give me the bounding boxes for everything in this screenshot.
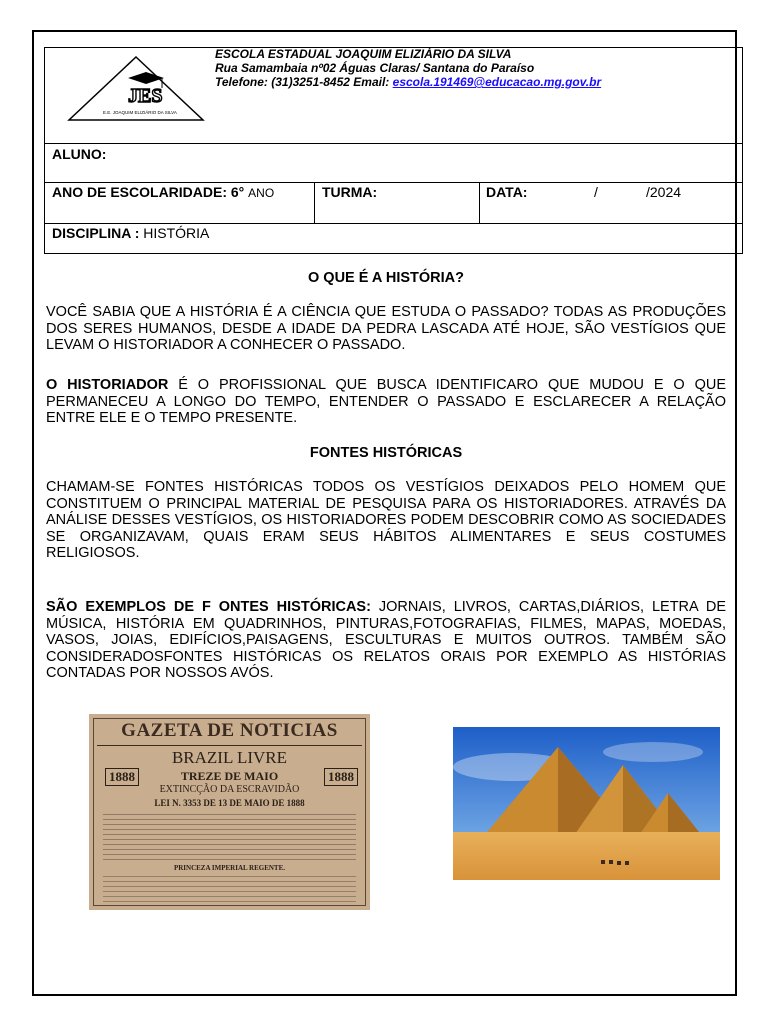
title-fontes: FONTES HISTÓRICAS [309, 445, 463, 461]
paragraph-1: VOCÊ SABIA QUE A HISTÓRIA É A CIÊNCIA QUE ESTUDA O PASSADO? TODAS AS PRODUÇÕES DOS SERES HUMANOS, DESDE A IDADE DA PEDRA LASCADA ATÉ HOJE, SÃO VESTÍGIOS QUE LEVAM O HISTORIADOR A CONHECER O PASSADO. [46, 304, 726, 353]
paragraph-2 [46, 377, 726, 427]
newspaper-princess: PRINCEZA IMPERIAL REGENTE. [173, 864, 286, 872]
pyramids-image [453, 727, 720, 880]
newspaper-image [89, 714, 370, 910]
disciplina-label-text: DISCIPLINA : [52, 225, 140, 241]
logo-text: JES [128, 85, 163, 107]
paragraph-2-text: É O PROFISSIONAL QUE BUSCA IDENTIFICARO QUE MUDOU E O QUE PERMANECEU A LONGO DO TEMPO, ENTENDER O PASSADO E ESCLARECER A RELAÇÃO ENTRE ELE E O TEMPO PRESENTE. [46, 377, 726, 426]
disciplina-value: HISTÓRIA [143, 225, 210, 241]
paragraph-4-bold: SÃO EXEMPLOS DE F ONTES HISTÓRICAS: [46, 599, 371, 615]
newspaper-law: LEI N. 3353 DE 13 DE MAIO DE 1888 [154, 798, 305, 808]
newspaper-year-left: 1888 [105, 768, 139, 786]
school-name: ESCOLA ESTADUAL JOAQUIM ELIZIÁRIO DA SILVA [215, 47, 512, 61]
phone-text: Telefone: (31)3251-8452 Email: [215, 75, 393, 89]
title-what-is-history: O QUE É A HISTÓRIA? [307, 270, 465, 286]
newspaper-year-right: 1888 [324, 768, 358, 786]
school-contact [215, 75, 601, 89]
data-separator: / [594, 184, 598, 200]
ano-label-text: ANO DE ESCOLARIDADE: 6° [52, 184, 245, 200]
school-address: Rua Samambaia nº02 Águas Claras/ Santana do Paraíso [215, 61, 535, 75]
ano-suffix: ANO [248, 186, 275, 200]
paragraph-3: CHAMAM-SE FONTES HISTÓRICAS TODOS OS VESTÍGIOS DEIXADOS PELO HOMEM QUE CONSTITUEM O PRINCIPAL MATERIAL DE PESQUISA PARA OS HISTORIADORES. ATRAVÉS DA ANÁLISE DESSES VESTÍGIOS, OS HISTORIADORES PODEM DESCOBRIR COMO AS SOCIEDADES SE ORGANIZAVAM, QUAIS ERAM SEUS HÁBITOS ALIMENTARES E SEUS COSTUMES RELIGIOSOS. [46, 479, 726, 561]
turma-label: TURMA: [322, 184, 378, 200]
newspaper-headline: BRAZIL LIVRE [171, 748, 288, 767]
aluno-row [44, 143, 743, 183]
data-label: DATA: [486, 184, 528, 200]
aluno-label: ALUNO: [52, 146, 107, 162]
disciplina-label [52, 225, 209, 241]
school-info [215, 47, 601, 89]
paragraph-4 [46, 599, 726, 682]
paragraph-4-text: JORNAIS, LIVROS, CARTAS,DIÁRIOS, LETRA DE MÚSICA, HISTÓRIA EM QUADRINHOS, PINTURAS,FOTOGRAFIAS, FILMES, MAPAS, MOEDAS, VASOS, JOIAS, EDIFÍCIOS,PAISAGENS, ESCULTURAS E MUITOS OUTROS. TAMBÉM SÃO CONSIDERADOSFONTES HISTÓRICAS OS RELATOS ORAIS POR EXEMPLO AS HISTÓRIAS CONTADAS POR NOSSOS AVÓS. [46, 599, 726, 681]
logo-subtext: E.E. JOAQUIM ELIZIÁRIO DA SILVA [103, 110, 177, 115]
paragraph-2-bold: O HISTORIADOR [46, 377, 169, 393]
newspaper-masthead: GAZETA DE NOTICIAS [121, 720, 338, 741]
ano-label [52, 184, 274, 200]
email-link[interactable]: escola.191469@educacao.mg.gov.br [392, 75, 602, 89]
newspaper-subhead2: EXTINCÇÃO DA ESCRAVIDÃO [159, 784, 300, 795]
school-logo [66, 54, 206, 124]
newspaper-subhead: TREZE DE MAIO [180, 769, 279, 783]
data-year: /2024 [646, 184, 682, 200]
